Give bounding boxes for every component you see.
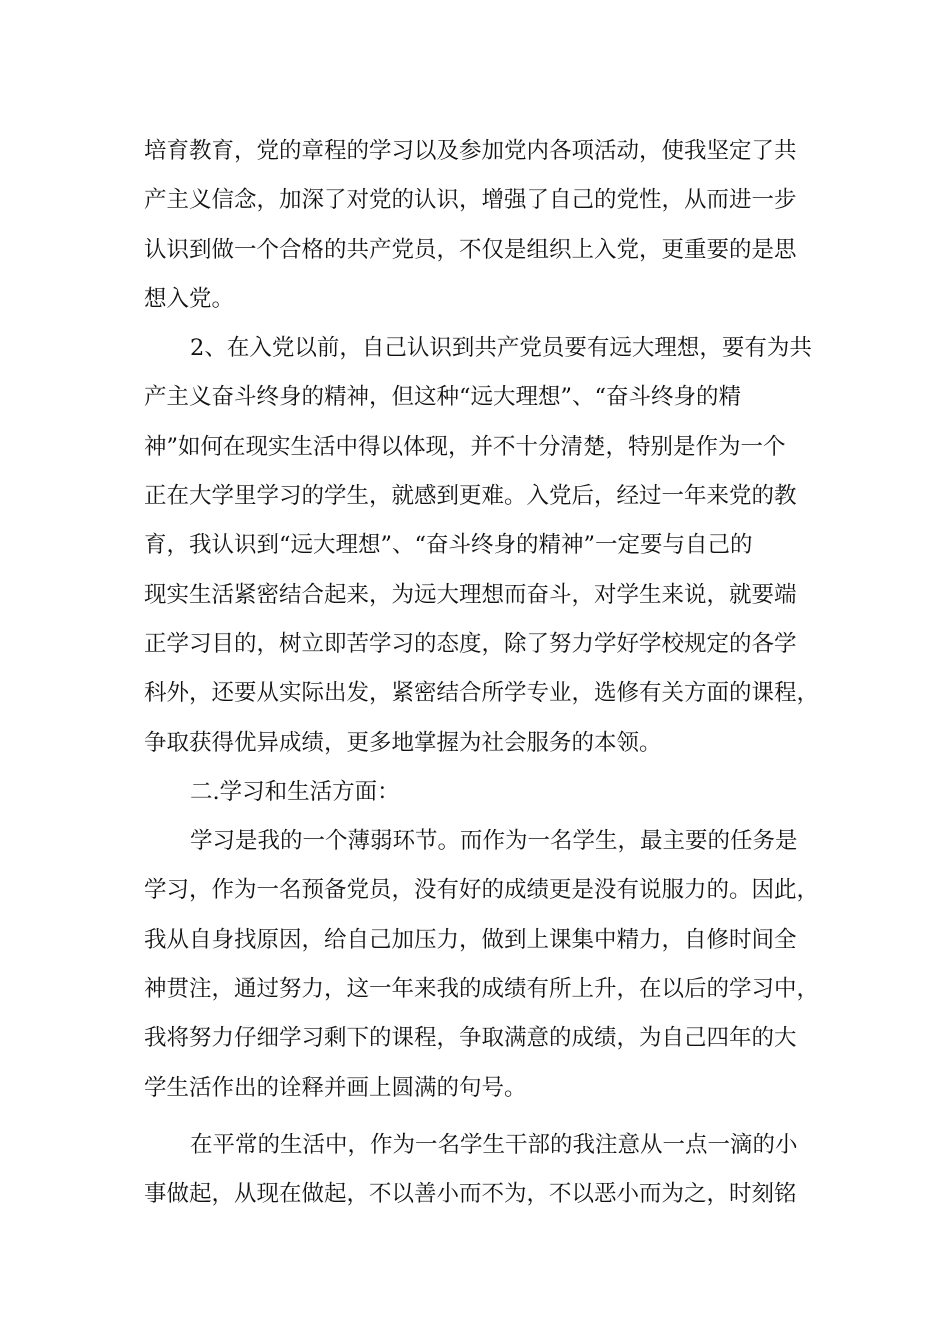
text-line: 产主义奋斗终身的精神，但这种“远大理想”、“奋斗终身的精 bbox=[144, 384, 742, 411]
text-line: 学习是我的一个薄弱环节。而作为一名学生，最主要的任务是 bbox=[190, 828, 798, 855]
text-line: 现实生活紧密结合起来，为远大理想而奋斗，对学生来说，就要端 bbox=[144, 581, 797, 608]
text-line: 正在大学里学习的学生，就感到更难。入党后，经过一年来党的教 bbox=[144, 483, 797, 510]
section-heading-study-life bbox=[144, 768, 834, 817]
text-line: 神贯注，通过努力，这一年来我的成绩有所上升，在以后的学习中， bbox=[144, 976, 820, 1003]
document-body bbox=[144, 127, 834, 1220]
text-line: 培育教育，党的章程的学习以及参加党内各项活动，使我坚定了共 bbox=[144, 138, 797, 164]
section-heading: 二.学习和生活方面： bbox=[190, 778, 400, 805]
text-line: 争取获得优异成绩，更多地掌握为社会服务的本领。 bbox=[144, 729, 662, 756]
text-line: 认识到做一个合格的共产党员，不仅是组织上入党，更重要的是思 bbox=[144, 236, 797, 263]
text-line: 学生活作出的诠释并画上圆满的句号。 bbox=[144, 1074, 527, 1101]
text-line: 科外，还要从实际出发，紧密结合所学专业，选修有关方面的课程， bbox=[144, 680, 820, 707]
paragraph-gap bbox=[144, 1113, 834, 1121]
text-line: 我将努力仔细学习剩下的课程，争取满意的成绩，为自己四年的大 bbox=[144, 1025, 797, 1052]
paragraph-continuation bbox=[144, 127, 834, 324]
text-line: 我从自身找原因，给自己加压力，做到上课集中精力，自修时间全 bbox=[144, 926, 797, 953]
text-line: 事做起，从现在做起，不以善小而不为，不以恶小而为之，时刻铭 bbox=[144, 1181, 797, 1208]
text-line: 产主义信念，加深了对党的认识，增强了自己的党性，从而进一步 bbox=[144, 187, 797, 214]
paragraph-life bbox=[144, 1121, 834, 1220]
paragraph-item-2 bbox=[144, 324, 834, 768]
text-line: 神”如何在现实生活中得以体现，并不十分清楚，特别是作为一个 bbox=[144, 433, 786, 460]
text-line: 正学习目的，树立即苦学习的态度，除了努力学好学校规定的各学 bbox=[144, 630, 797, 657]
text-line: 2、在入党以前，自己认识到共产党员要有远大理想，要有为共 bbox=[190, 335, 812, 362]
text-line: 在平常的生活中，作为一名学生干部的我注意从一点一滴的小 bbox=[190, 1131, 798, 1158]
text-line: 学习，作为一名预备党员，没有好的成绩更是没有说服力的。因此， bbox=[144, 877, 820, 904]
text-line: 想入党。 bbox=[144, 285, 235, 312]
paragraph-study bbox=[144, 817, 834, 1113]
text-line: 育，我认识到“远大理想”、“奋斗终身的精神”一定要与自己的 bbox=[144, 532, 753, 559]
